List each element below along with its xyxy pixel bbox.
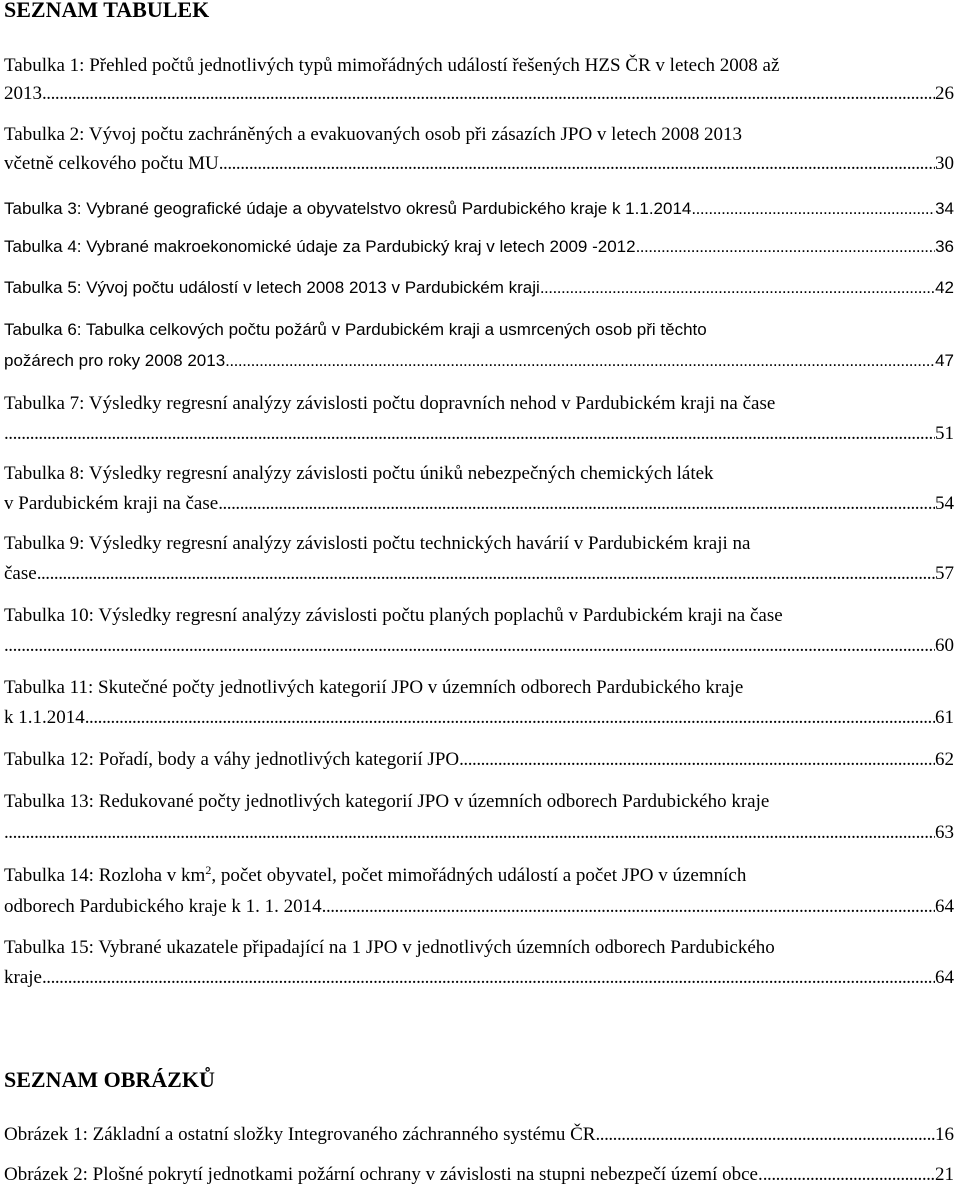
page-number: 16 [935, 1124, 954, 1145]
toc-entry-line: Tabulka 11: Skutečné počty jednotlivých kategorií JPO v územních odborech Pardubického kraje [4, 677, 744, 698]
toc-entry-line: Obrázek 2: Plošné pokrytí jednotkami požární ochrany v závislosti na stupni nebezpečí území obce. [4, 1164, 763, 1185]
page-number: 47 [935, 351, 954, 370]
toc-entry-line: Tabulka 5: Vývoj počtu událostí v letech 2008 2013 v Pardubickém kraji [4, 278, 540, 297]
tables-heading: SEZNAM TABULEK [4, 0, 210, 22]
toc-entry-line: v Pardubickém kraji na čase [4, 493, 219, 514]
toc-entry-line [4, 864, 954, 888]
page-number: 60 [935, 635, 954, 656]
dot-leader [218, 492, 935, 516]
toc-entry-tail [4, 966, 954, 990]
toc-entry-line: k 1.1.2014 [4, 707, 85, 728]
superscript: 2 [205, 864, 212, 877]
dot-leader [4, 422, 935, 446]
toc-entry-line: Tabulka 13: Redukované počty jednotlivých kategorií JPO v územních odborech Pardubického kraje [4, 791, 770, 812]
page-number: 57 [935, 563, 954, 584]
dot-leader [540, 276, 935, 300]
toc-entry-tail [4, 706, 954, 730]
dot-leader [85, 706, 935, 730]
toc-entry-text: , počet obyvatel, počet mimořádných událostí a počet JPO v územních [211, 865, 747, 886]
dot-leader [37, 562, 935, 586]
dot-leader [4, 634, 935, 658]
page-number: 36 [935, 237, 954, 256]
toc-entry-line: Tabulka 8: Výsledky regresní analýzy závislosti počtu úniků nebezpečných chemických látek [4, 463, 714, 484]
toc-entry-tail [4, 634, 954, 658]
dot-leader [219, 152, 935, 176]
toc-entry-line: Tabulka 15: Vybrané ukazatele připadající na 1 JPO v jednotlivých územních odborech Pardubického [4, 937, 775, 958]
toc-entry-tail [4, 349, 954, 373]
toc-entry-line: Tabulka 7: Výsledky regresní analýzy závislosti počtu dopravních nehod v Pardubickém kraji na čase [4, 393, 776, 414]
toc-entry-line: Tabulka 2: Vývoj počtu zachráněných a evakuovaných osob při zásazích JPO v letech 2008 2013 [4, 124, 743, 145]
toc-entry-line: čase [4, 563, 37, 584]
page-number: 30 [935, 153, 954, 174]
toc-entry-table-5[interactable] [4, 276, 954, 300]
page-number: 21 [935, 1164, 954, 1185]
toc-entry-table-12[interactable] [4, 748, 954, 772]
page-number: 61 [935, 707, 954, 728]
toc-entry-tail [4, 422, 954, 446]
dot-leader [595, 1123, 935, 1147]
dot-leader [42, 966, 935, 990]
page-number: 42 [935, 278, 954, 297]
page-number: 54 [935, 493, 954, 514]
toc-entry-line: odborech Pardubického kraje k 1. 1. 2014 [4, 896, 322, 917]
toc-entry-tail [4, 821, 954, 845]
toc-entry-tail [4, 562, 954, 586]
dot-leader [459, 748, 935, 772]
toc-entry-line: 2013 [4, 83, 42, 104]
toc-entry-line: kraje [4, 967, 42, 988]
toc-entry-figure-2[interactable] [4, 1163, 954, 1187]
dot-leader [763, 1163, 935, 1187]
toc-entry-line: Tabulka 10: Výsledky regresní analýzy závislosti počtu planých poplachů v Pardubickém kraji na čase [4, 605, 783, 626]
toc-entry-line: Obrázek 1: Základní a ostatní složky Integrovaného záchranného systému ČR [4, 1124, 596, 1145]
page-number: 63 [935, 822, 954, 843]
page-number: 51 [935, 423, 954, 444]
page-number: 64 [935, 896, 954, 917]
toc-entry-line: včetně celkového počtu MU [4, 153, 219, 174]
dot-leader [225, 349, 935, 373]
dot-leader [4, 821, 935, 845]
toc-entry-tail [4, 895, 954, 919]
page-number: 62 [935, 749, 954, 770]
dot-leader [322, 895, 935, 919]
toc-entry-text: Tabulka 14: Rozloha v km [4, 865, 206, 886]
page-number: 64 [935, 967, 954, 988]
figures-heading: SEZNAM OBRÁZKŮ [4, 1067, 215, 1092]
toc-entry-tail [4, 82, 954, 106]
toc-entry-line: Tabulka 4: Vybrané makroekonomické údaje za Pardubický kraj v letech 2009 -2012 [4, 237, 636, 256]
toc-entry-tail [4, 152, 954, 176]
dot-leader [636, 235, 936, 259]
toc-entry-line: Tabulka 1: Přehled počtů jednotlivých typů mimořádných událostí řešených HZS ČR v letech 2008 až [4, 55, 780, 76]
toc-entry-line: Tabulka 3: Vybrané geografické údaje a obyvatelstvo okresů Pardubického kraje k 1.1.2014 [4, 199, 692, 218]
toc-entry-tail [4, 492, 954, 516]
toc-entry-table-4[interactable] [4, 235, 954, 259]
toc-entry-table-3[interactable] [4, 197, 954, 221]
toc-entry-line: Tabulka 12: Pořadí, body a váhy jednotlivých kategorií JPO [4, 749, 460, 770]
toc-entry-line: Tabulka 9: Výsledky regresní analýzy závislosti počtu technických havárií v Pardubickém kraji na [4, 533, 751, 554]
dot-leader [42, 82, 935, 106]
page-number: 26 [935, 83, 954, 104]
page-number: 34 [935, 199, 954, 218]
toc-entry-line: požárech pro roky 2008 2013 [4, 351, 226, 370]
toc-entry-line: Tabulka 6: Tabulka celkových počtu požárů v Pardubickém kraji a usmrcených osob při těchto [4, 320, 707, 339]
dot-leader [691, 197, 935, 221]
toc-entry-figure-1[interactable] [4, 1123, 954, 1147]
